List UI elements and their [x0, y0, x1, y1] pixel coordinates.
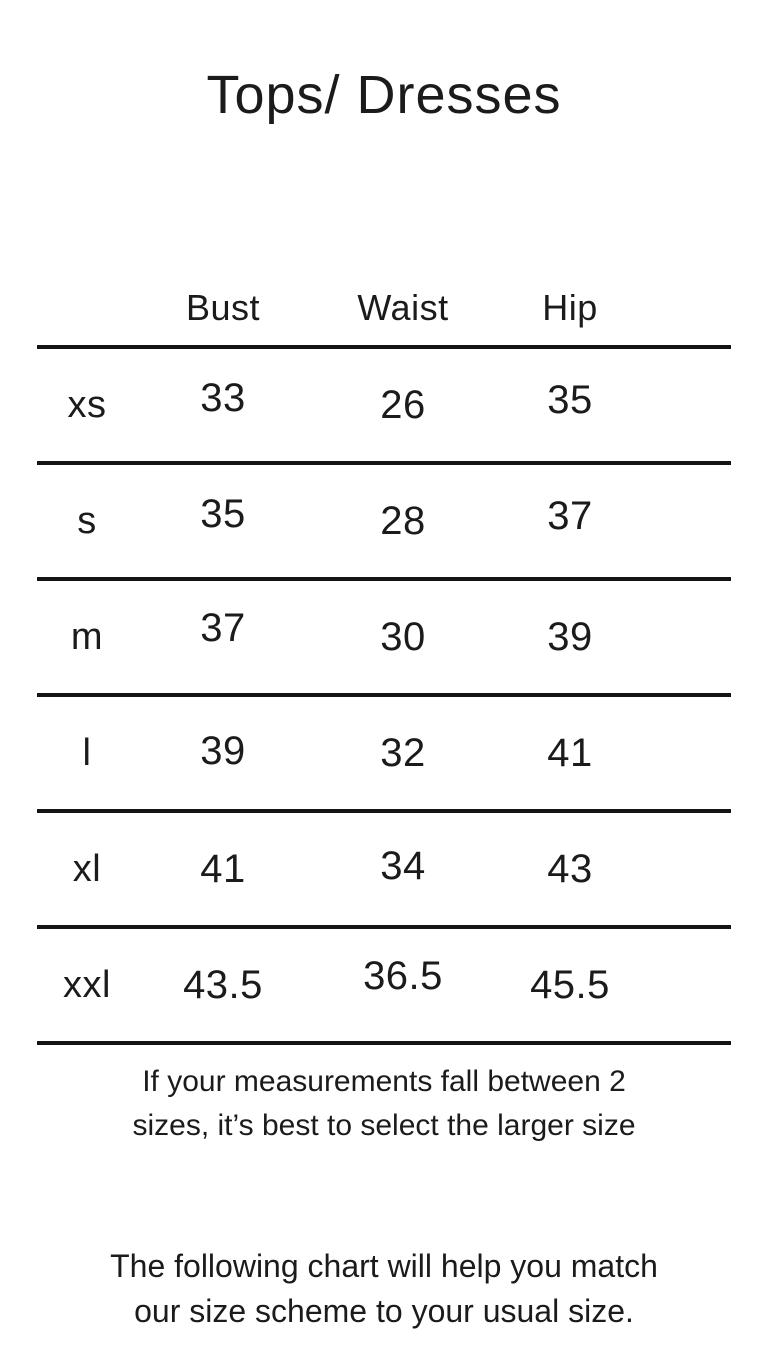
- size-label: l: [82, 731, 92, 774]
- size-table: [37, 136, 731, 1045]
- bust-value: 37: [200, 605, 246, 650]
- sizing-note-line-1: If your measurements fall between 2: [142, 1065, 626, 1098]
- page-title: Tops/ Dresses: [206, 65, 562, 125]
- table-row-s: [37, 461, 731, 577]
- sizing-note: [0, 1060, 768, 1148]
- size-label: s: [77, 499, 97, 542]
- table-row-xs: [37, 345, 731, 461]
- hip-value: 35: [547, 377, 593, 422]
- footer-note-line-1: The following chart will help you match: [110, 1248, 658, 1284]
- bust-value: 35: [200, 491, 246, 536]
- footer-note-line-2: our size scheme to your usual size.: [134, 1293, 634, 1329]
- table-header-row: [37, 136, 731, 345]
- footer-note: [0, 1244, 768, 1334]
- waist-value: 28: [380, 498, 426, 543]
- waist-value: 32: [380, 730, 426, 775]
- table-row-l: [37, 693, 731, 809]
- table-row-xxl: [37, 925, 731, 1045]
- waist-value: 36.5: [363, 953, 443, 998]
- table-row-m: [37, 577, 731, 693]
- size-label: xs: [67, 383, 107, 426]
- size-label: xl: [72, 847, 102, 890]
- waist-value: 26: [380, 382, 426, 427]
- size-label: xxl: [63, 963, 111, 1006]
- bust-value: 43.5: [183, 962, 263, 1007]
- hip-value: 45.5: [530, 962, 610, 1007]
- column-header-size: [37, 329, 137, 345]
- column-header-bust: Bust: [185, 287, 261, 328]
- waist-value: 34: [380, 843, 426, 888]
- bust-value: 39: [200, 728, 246, 773]
- column-header-hip: Hip: [542, 287, 598, 328]
- sizing-note-line-2: sizes, it’s best to select the larger size: [132, 1109, 636, 1142]
- bust-value: 33: [200, 375, 246, 420]
- hip-value: 43: [547, 846, 593, 891]
- hip-value: 37: [547, 493, 593, 538]
- table-row-xl: [37, 809, 731, 925]
- hip-value: 41: [547, 730, 593, 775]
- waist-value: 30: [380, 614, 426, 659]
- size-label: m: [70, 615, 104, 658]
- column-header-waist: Waist: [357, 287, 449, 328]
- column-header-spacer: [643, 329, 731, 345]
- hip-value: 39: [547, 614, 593, 659]
- bust-value: 41: [200, 846, 246, 891]
